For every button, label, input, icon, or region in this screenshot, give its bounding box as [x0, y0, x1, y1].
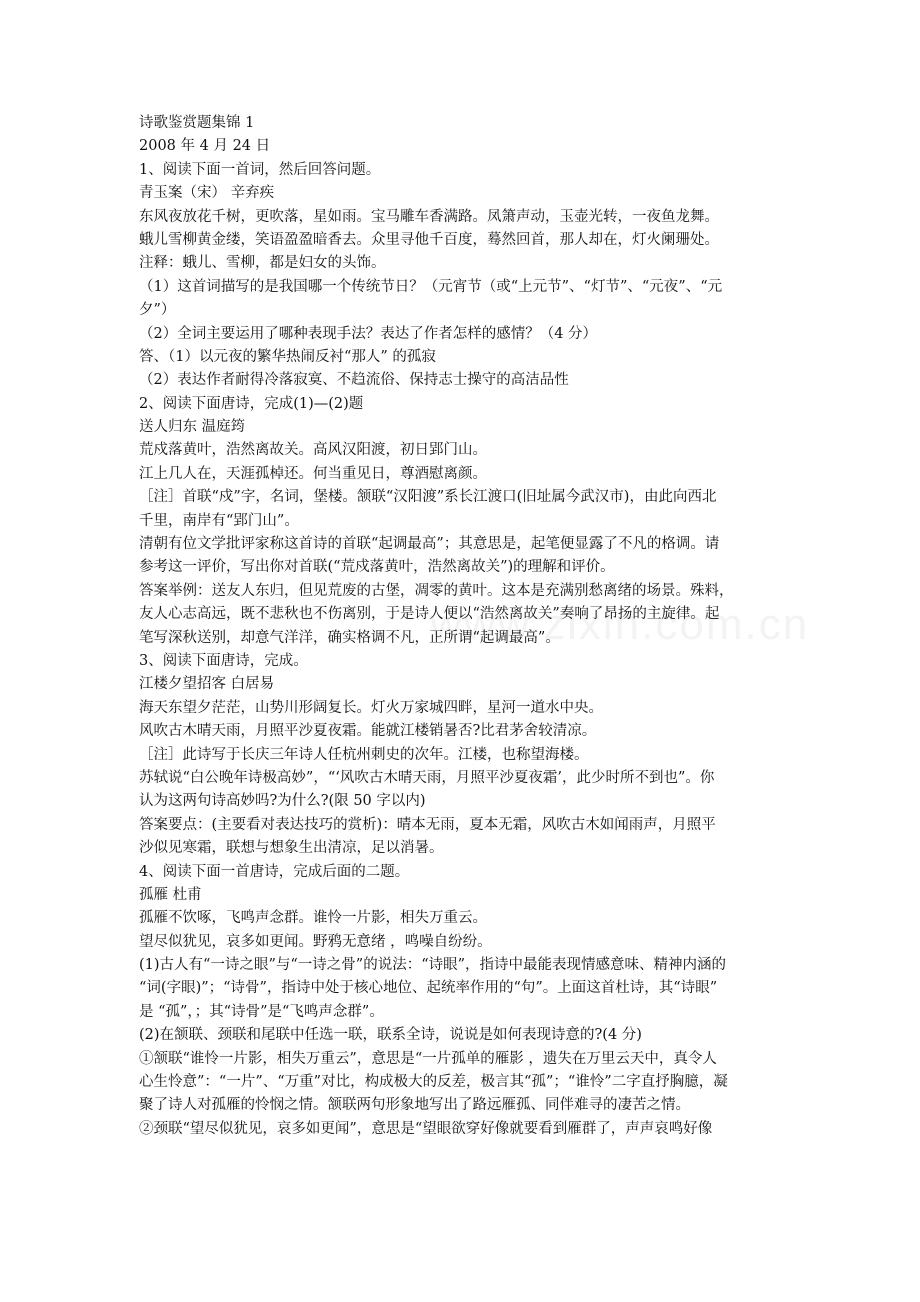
text-line: 孤雁 杜甫 — [139, 886, 202, 903]
text-line: 注释：蛾儿、雪柳，都是妇女的头饰。 — [139, 255, 386, 272]
document-body — [139, 112, 789, 1141]
text-line: （2）表达作者耐得冷落寂寞、不趋流俗、保持志士操守的高洁品性 — [139, 372, 569, 389]
text-line: 诗歌鉴赏题集锦 1 — [139, 115, 255, 131]
text-line: 笔写深秋送别，却意气洋洋，确实格调不凡，正所谓“起调最高”。 — [139, 629, 560, 646]
text-line: 聚了诗人对孤雁的怜悯之情。颔联两句形象地写出了路远雁孤、同伴难寻的凄苦之情。 — [139, 1097, 690, 1114]
text-line: 江楼夕望招客 白居易 — [139, 676, 275, 693]
text-line: 江上几人在，天涯孤棹还。何当重见日，尊酒慰离颜。 — [139, 465, 487, 482]
text-line: 3、阅读下面唐诗，完成。 — [139, 652, 308, 669]
text-line: ［注］首联“戍”字，名词，堡楼。颔联“汉阳渡”系长江渡口(旧址属今武汉市)，由此向西北 — [139, 489, 717, 506]
text-line: 望尽似犹见，哀多如更闻。野鸦无意绪 ，鸣噪自纷纷。 — [139, 933, 492, 950]
text-line: 夕”） — [139, 302, 176, 319]
text-line: 千里，南岸有“郢门山”。 — [139, 512, 299, 529]
text-line: （1）这首词描写的是我国哪一个传统节日？（元宵节（或“上元节”、“灯节”、“元夜”、“元 — [139, 278, 723, 295]
text-line: ［注］此诗写于长庆三年诗人任杭州刺史的次年。江楼，也称望海楼。 — [139, 746, 589, 763]
text-line: 心生怜意”：“一片”、“万重”对比，构成极大的反差，极言其“孤”；“谁怜”二字直抒胸臆，凝 — [139, 1074, 728, 1091]
text-line: 沙似见寒霜，联想与想象生出清凉，足以消暑。 — [139, 840, 444, 857]
text-line: 海天东望夕茫茫，山势川形阔复长。灯火万家城四畔，星河一道水中央。 — [139, 699, 603, 716]
text-line: （2）全词主要运用了哪种表现手法？表达了作者怎样的感情？（4 分） — [139, 325, 598, 342]
text-line: 4、阅读下面一首唐诗，完成后面的二题。 — [139, 863, 410, 880]
text-line: 孤雁不饮啄，飞鸣声念群。谁怜一片影，相失万重云。 — [139, 910, 487, 927]
text-line: 2、阅读下面唐诗，完成(1)—(2)题 — [139, 395, 364, 412]
text-line: 荒戍落黄叶，浩然离故关。高风汉阳渡，初日郢门山。 — [139, 442, 487, 459]
text-line: 蛾儿雪柳黄金缕，笑语盈盈暗香去。众里寻他千百度，蓦然回首，那人却在，灯火阑珊处。 — [139, 231, 719, 248]
text-line: (2)在颔联、颈联和尾联中任选一联，联系全诗，说说是如何表现诗意的?(4 分) — [139, 1027, 642, 1044]
text-line: ②颈联“望尽似犹见，哀多如更闻”，意思是“望眼欲穿好像就要看到雁群了，声声哀鸣好像 — [139, 1120, 713, 1137]
text-line: 参考这一评价，写出你对首联(“荒戍落黄叶，浩然离故关”)的理解和评价。 — [139, 559, 615, 576]
text-line: 是 “孤”，；其“诗骨”是“飞鸣声念群”。 — [139, 1003, 384, 1020]
text-line: 答案要点：(主要看对表达技巧的赏析)：晴本无雨，夏本无霜，风吹古木如闻雨声，月照平 — [139, 816, 716, 833]
text-line: 东风夜放花千树，更吹落，星如雨。宝马雕车香满路。凤箫声动，玉壶光转，一夜鱼龙舞。 — [139, 208, 719, 225]
text-line: (1)古人有“一诗之眼”与“一诗之骨”的说法：“诗眼”，指诗中最能表现情感意味、精神内涵的 — [139, 957, 727, 974]
text-line: 1、阅读下面一首词，然后回答问题。 — [139, 161, 381, 178]
text-line: 认为这两句诗高妙吗?为什么?(限 50 字以内) — [139, 793, 426, 810]
text-line: 友人心志高远，既不悲秋也不伤离别，于是诗人便以“浩然离故关”奏响了昂扬的主旋律。起 — [139, 606, 720, 623]
text-line: “词(字眼)”；“诗骨”，指诗中处于核心地位、起统率作用的“句”。上面这首杜诗，其“诗眼” — [139, 980, 718, 997]
text-line: 2008 年 4 月 24 日 — [139, 138, 271, 155]
text-line: 答案举例：送友人东归，但见荒废的古堡，凋零的黄叶。这本是充满别愁离绪的场景。殊料， — [139, 582, 734, 599]
text-line: 青玉案（宋） 辛弃疾 — [139, 185, 275, 202]
text-line: 苏轼说“白公晚年诗极高妙”，“‘风吹古木晴天雨，月照平沙夏夜霜’，此少时所不到也”。你 — [139, 769, 715, 786]
text-line: 送人归东 温庭筠 — [139, 419, 246, 436]
text-line: ①颔联“谁怜一片影，相失万重云”，意思是“一片孤单的雁影 ，遗失在万里云天中，真令人 — [139, 1050, 717, 1067]
text-line: 答、（1）以元夜的繁华热闹反衬“那人” 的孤寂 — [139, 348, 436, 365]
text-line: 清朝有位文学批评家称这首诗的首联“起调最高”；其意思是，起笔便显露了不凡的格调。请 — [139, 536, 720, 553]
text-line: 风吹古木晴天雨，月照平沙夏夜霜。能就江楼销暑否?比君茅舍较清凉。 — [139, 723, 597, 740]
